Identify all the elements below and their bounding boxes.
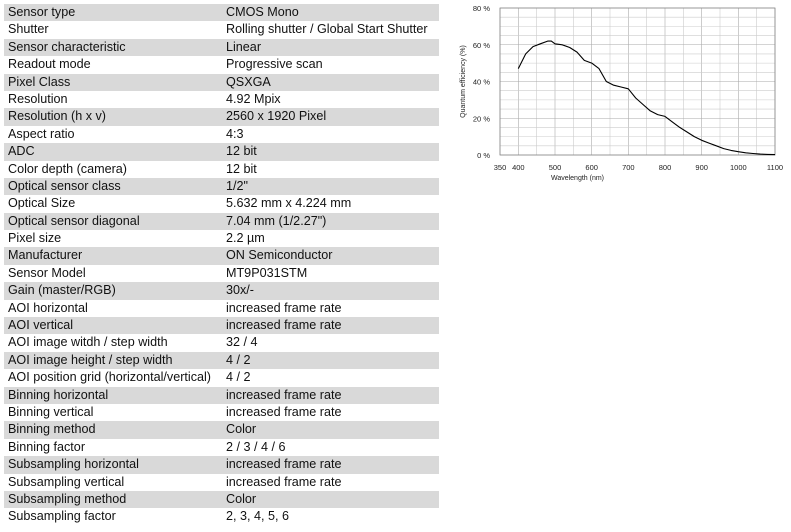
spec-value: ON Semiconductor <box>226 248 333 263</box>
table-row <box>4 161 439 178</box>
spec-label: Optical sensor diagonal <box>8 213 140 228</box>
table-row <box>4 230 439 247</box>
x-tick-label: 1000 <box>729 163 747 172</box>
spec-value: 2, 3, 4, 5, 6 <box>226 509 290 524</box>
spec-label: Pixel Class <box>8 74 71 89</box>
spec-value: 7.04 mm (1/2.27") <box>226 213 327 228</box>
table-row <box>4 439 439 456</box>
spec-value: 32 / 4 <box>226 335 258 350</box>
x-tick-label: 1100 <box>766 163 784 172</box>
spec-value: 4.92 Mpix <box>226 91 281 106</box>
spec-label: Manufacturer <box>8 248 83 263</box>
y-tick-label: 80 % <box>472 4 490 13</box>
spec-value: MT9P031STM <box>226 265 308 280</box>
spec-label: Resolution <box>8 91 68 106</box>
spec-value: 2560 x 1920 Pixel <box>226 109 327 124</box>
table-row <box>4 56 439 73</box>
spec-value: 4:3 <box>226 126 244 141</box>
x-tick-label: 900 <box>695 163 708 172</box>
x-tick-label: 350 <box>493 163 507 172</box>
spec-table <box>4 4 439 526</box>
table-row <box>4 421 439 438</box>
spec-label: Binning vertical <box>8 404 94 419</box>
table-row <box>4 265 439 282</box>
spec-label: Sensor characteristic <box>8 39 126 54</box>
spec-label: Optical sensor class <box>8 178 121 193</box>
spec-label: Color depth (camera) <box>8 161 127 176</box>
spec-label: ADC <box>8 144 35 159</box>
spec-value: increased frame rate <box>226 318 342 333</box>
spec-value: increased frame rate <box>226 300 342 315</box>
spec-label: Gain (master/RGB) <box>8 283 116 298</box>
spec-label: Sensor type <box>8 5 76 19</box>
table-row <box>4 387 439 404</box>
spec-value: QSXGA <box>226 74 271 89</box>
x-axis-label: Wavelength (nm) <box>550 175 605 182</box>
table-row <box>4 143 439 160</box>
table-row <box>4 456 439 473</box>
table-row <box>4 247 439 264</box>
table-row <box>4 21 439 38</box>
spec-label: Optical Size <box>8 196 76 211</box>
spec-value: 30x/- <box>226 283 254 298</box>
spec-label: Binning horizontal <box>8 387 109 402</box>
table-row <box>4 195 439 212</box>
table-row <box>4 369 439 386</box>
spec-label: Subsampling factor <box>8 509 116 524</box>
spec-label: Subsampling method <box>8 491 127 506</box>
spec-label: Pixel size <box>8 231 62 246</box>
table-row <box>4 334 439 351</box>
table-row <box>4 4 439 21</box>
x-tick-label: 500 <box>548 163 562 172</box>
table-row <box>4 91 439 108</box>
spec-value: 12 bit <box>226 144 257 159</box>
spec-value: 4 / 2 <box>226 370 251 385</box>
table-row <box>4 508 439 525</box>
table-row <box>4 74 439 91</box>
spec-label: Sensor Model <box>8 265 86 280</box>
spec-value: 2 / 3 / 4 / 6 <box>226 439 286 454</box>
spec-value: Linear <box>226 39 262 54</box>
spec-value: Rolling shutter / Global Start Shutter <box>226 22 428 37</box>
spec-label: Subsampling horizontal <box>8 457 139 472</box>
spec-value: increased frame rate <box>226 457 342 472</box>
x-tick-label: 800 <box>658 163 672 172</box>
table-row <box>4 491 439 508</box>
spec-label: AOI image witdh / step width <box>8 335 168 350</box>
spec-label: Shutter <box>8 22 49 37</box>
spec-value: 2.2 µm <box>226 231 265 246</box>
table-row <box>4 352 439 369</box>
x-tick-label: 700 <box>622 163 635 172</box>
table-row <box>4 317 439 334</box>
table-row <box>4 474 439 491</box>
spec-label: AOI horizontal <box>8 300 88 315</box>
table-row <box>4 404 439 421</box>
spec-value: increased frame rate <box>226 387 342 402</box>
spec-label: AOI image height / step width <box>8 352 173 367</box>
x-tick-label: 400 <box>512 163 525 172</box>
y-axis-label: Quantum efficiency (%) <box>460 45 467 118</box>
table-row <box>4 178 439 195</box>
table-row <box>4 213 439 230</box>
table-row <box>4 300 439 317</box>
y-tick-label: 0 % <box>477 151 490 160</box>
table-row <box>4 126 439 143</box>
table-row <box>4 39 439 56</box>
spec-value: Color <box>226 491 257 506</box>
table-row <box>4 108 439 125</box>
spec-label: Binning factor <box>8 439 86 454</box>
spec-value: 1/2" <box>226 178 248 193</box>
spec-value: Color <box>226 422 257 437</box>
y-tick-label: 40 % <box>472 77 490 87</box>
spec-label: AOI vertical <box>8 318 74 333</box>
spec-label: Binning method <box>8 422 96 437</box>
spec-value: increased frame rate <box>226 404 342 419</box>
x-tick-label: 600 <box>585 163 598 172</box>
chart-svg <box>450 0 785 195</box>
spec-value: increased frame rate <box>226 474 342 489</box>
spec-value: 12 bit <box>226 161 257 176</box>
spec-label: Resolution (h x v) <box>8 109 106 124</box>
spec-value: 5.632 mm x 4.224 mm <box>226 196 352 211</box>
y-tick-label: 60 % <box>472 40 490 50</box>
table-row <box>4 282 439 299</box>
spec-value: Progressive scan <box>226 57 323 72</box>
spec-label: Aspect ratio <box>8 126 75 141</box>
spec-value: 4 / 2 <box>226 352 251 367</box>
spec-label: Readout mode <box>8 57 91 72</box>
spec-value: CMOS Mono <box>226 5 299 19</box>
spec-label: AOI position grid (horizontal/vertical) <box>8 370 211 385</box>
y-tick-label: 20 % <box>472 114 490 124</box>
quantum-efficiency-chart <box>450 0 785 195</box>
spec-label: Subsampling vertical <box>8 474 125 489</box>
